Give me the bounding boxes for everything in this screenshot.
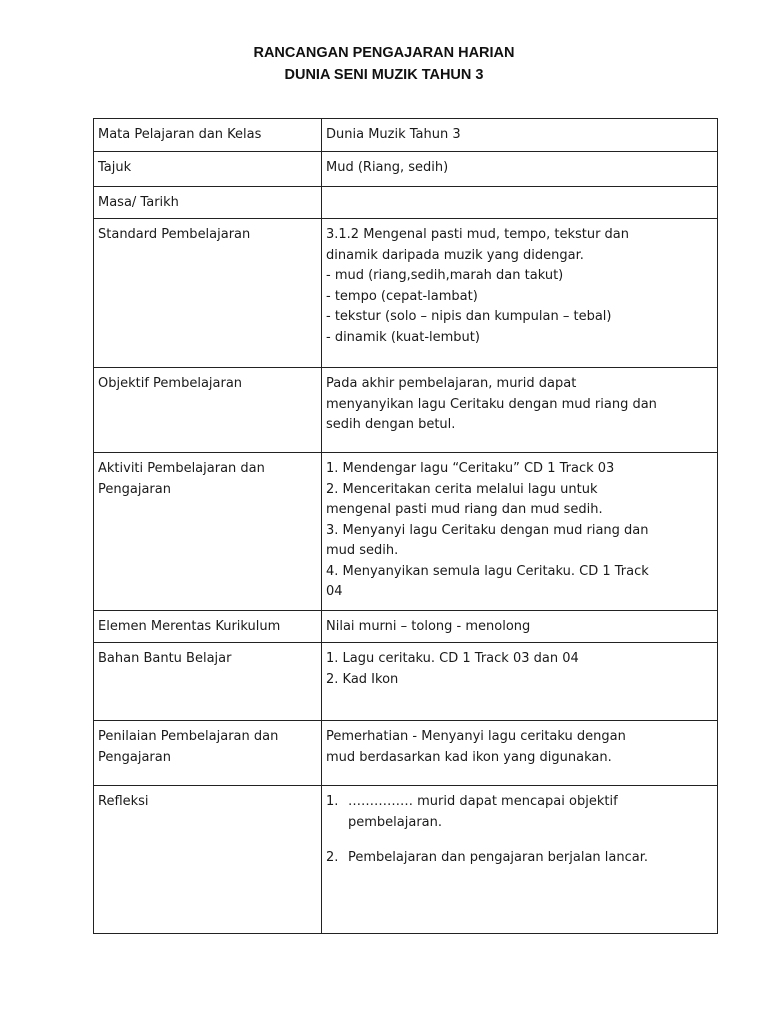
topic-value: Mud (Riang, sedih) [322,152,718,187]
row-reflection [94,786,718,934]
document-title [0,42,768,86]
standard-line: - mud (riang,sedih,marah dan takut) [326,268,564,283]
assessment-value [322,721,718,786]
assessment-line: Pemerhatian - Menyanyi lagu ceritaku dengan [326,729,626,744]
activities-value [322,453,718,611]
row-standard [94,219,718,368]
time-date-label: Masa/ Tarikh [94,187,322,219]
assessment-label-line: Pengajaran [98,749,171,765]
row-time-date [94,187,718,219]
assessment-label-line: Penilaian Pembelajaran dan [98,729,279,744]
teaching-aids-value [322,643,718,721]
objective-line: Pada akhir pembelajaran, murid dapat [326,376,577,391]
standard-line: - tekstur (solo – nipis dan kumpulan – tebal) [326,309,612,324]
row-activities [94,453,718,611]
subject-label: Mata Pelajaran dan Kelas [94,119,322,152]
row-cross-curriculum [94,611,718,643]
objective-label: Objektif Pembelajaran [94,368,322,453]
row-assessment [94,721,718,786]
objective-line: sedih dengan betul. [326,417,456,432]
row-teaching-aids [94,643,718,721]
teaching-aid-line: 1. Lagu ceritaku. CD 1 Track 03 dan 04 [326,651,579,666]
assessment-line: mud berdasarkan kad ikon yang digunakan. [326,749,612,765]
lesson-plan-table [93,118,718,934]
objective-line: menyanyikan lagu Ceritaku dengan mud riang dan [326,396,657,412]
activity-line: 04 [326,584,343,599]
standard-line: - dinamik (kuat-lembut) [326,329,480,345]
standard-label: Standard Pembelajaran [94,219,322,368]
reflection-item-number: 1. [326,794,339,809]
activity-line: 1. Mendengar lagu “Ceritaku” CD 1 Track 03 [326,461,615,476]
activities-label [94,453,322,611]
activity-line: 2. Menceritakan cerita melalui lagu untuk [326,481,598,497]
row-topic [94,152,718,187]
activity-line: mud sedih. [326,543,399,558]
reflection-value [322,786,718,934]
assessment-label [94,721,322,786]
reflection-item-text [348,792,713,833]
cross-curriculum-value: Nilai murni – tolong - menolong [322,611,718,643]
row-subject [94,119,718,152]
reflection-label: Refleksi [94,786,322,934]
activity-line: 3. Menyanyi lagu Ceritaku dengan mud riang dan [326,522,649,538]
time-date-value [322,187,718,219]
standard-line: - tempo (cepat-lambat) [326,288,478,304]
topic-label: Tajuk [94,152,322,187]
title-line-1: RANCANGAN PENGAJARAN HARIAN [253,45,515,61]
row-objective [94,368,718,453]
standard-line: 3.1.2 Mengenal pasti mud, tempo, tekstur dan [326,227,630,242]
list-item [326,848,713,869]
standard-line: dinamik daripada muzik yang didengar. [326,247,584,263]
reflection-item-line: pembelajaran. [348,814,443,830]
reflection-item-number: 2. [326,850,339,865]
activities-label-line: Pengajaran [98,481,171,497]
reflection-list [326,792,713,869]
reflection-item-line: …………… murid dapat mencapai objektif [348,794,618,809]
cross-curriculum-label: Elemen Merentas Kurikulum [94,611,322,643]
objective-value [322,368,718,453]
activities-label-line: Aktiviti Pembelajaran dan [98,461,265,476]
teaching-aids-label: Bahan Bantu Belajar [94,643,322,721]
reflection-item-text: Pembelajaran dan pengajaran berjalan lancar. [348,850,649,865]
teaching-aid-line: 2. Kad Ikon [326,671,399,687]
title-line-2: DUNIA SENI MUZIK TAHUN 3 [284,67,484,83]
activity-line: 4. Menyanyikan semula lagu Ceritaku. CD 1 Track [326,563,649,579]
standard-value [322,219,718,368]
activity-line: mengenal pasti mud riang dan mud sedih. [326,502,603,517]
subject-value: Dunia Muzik Tahun 3 [322,119,718,152]
list-item [326,792,713,833]
